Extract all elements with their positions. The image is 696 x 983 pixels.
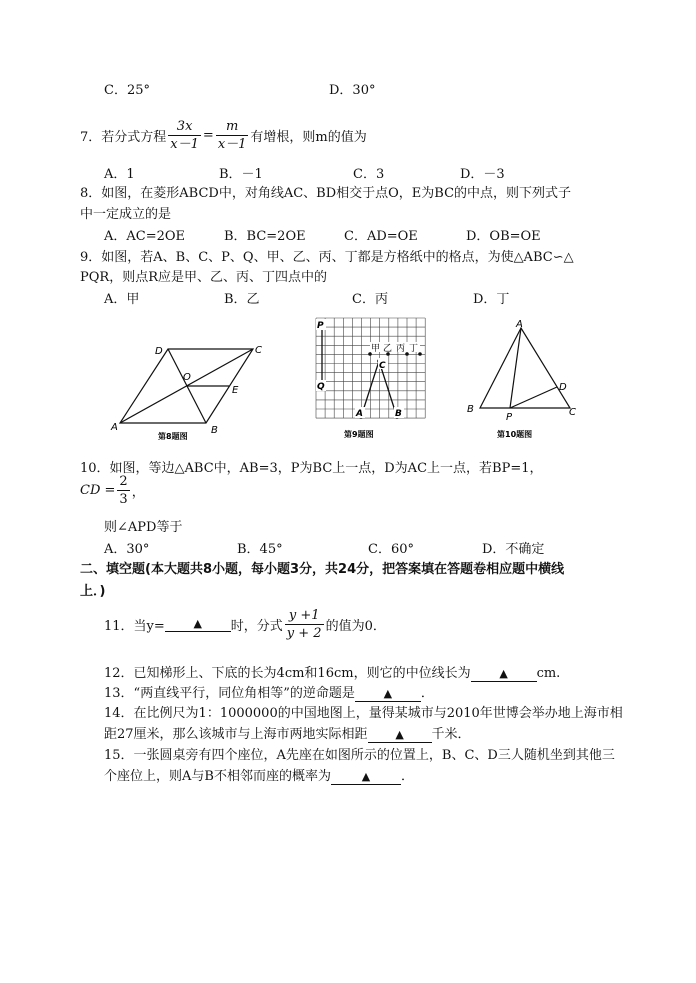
q15-suffix: ． bbox=[400, 769, 414, 784]
label-e: E bbox=[232, 385, 239, 396]
q11-numerator: y +1 bbox=[285, 607, 324, 625]
q7-equals: = bbox=[202, 128, 214, 143]
label-p: P bbox=[506, 412, 513, 423]
q15-line2-text: 个座位上，则A与B不相邻而座的概率为 bbox=[104, 769, 331, 784]
label-b: B bbox=[211, 425, 218, 436]
label-jia: 甲 bbox=[371, 344, 381, 354]
q7-prefix: 若分式方程 bbox=[101, 130, 167, 145]
q10-option-a: A．30° bbox=[104, 542, 150, 557]
q7-frac1-denominator: x－1 bbox=[170, 137, 199, 152]
q15-line2 bbox=[104, 765, 414, 785]
q8-option-a: A．AC=2OE bbox=[104, 229, 186, 244]
q8-option-c: C．AD=OE bbox=[344, 229, 418, 244]
q13-text: 13．“两直线平行，同位角相等”的逆命题是 bbox=[104, 686, 355, 701]
q14-line2 bbox=[104, 723, 471, 743]
q12-stem bbox=[104, 662, 560, 682]
q6-option-d: D．30° bbox=[329, 83, 376, 98]
q7-suffix: 有增根，则m的值为 bbox=[250, 130, 367, 145]
q10-cd-fraction bbox=[117, 473, 129, 508]
q11-prefix: 11．当y= bbox=[104, 619, 165, 634]
q11-answer-blank[interactable]: ▲ bbox=[165, 617, 231, 632]
q14-line2-text: 距27厘米，那么该城市与上海市两地实际相距 bbox=[104, 727, 368, 742]
label-a: A bbox=[356, 409, 363, 419]
q10-line3: 则∠APD等于 bbox=[104, 520, 183, 535]
q11-suffix: 的值为0． bbox=[325, 619, 386, 634]
q7-option-c: C．3 bbox=[353, 167, 385, 182]
q14-answer-blank[interactable]: ▲ bbox=[368, 728, 432, 743]
q13-answer-blank[interactable]: ▲ bbox=[355, 687, 421, 702]
q10-option-c: C．60° bbox=[368, 542, 414, 557]
q15-line1: 15．一张圆桌旁有四个座位，A先座在如图所示的位置上，B、C、D三人随机坐到其他三 bbox=[104, 748, 615, 763]
q11-middle: 时，分式 bbox=[230, 619, 283, 634]
label-b: B bbox=[395, 409, 402, 419]
q7-stem bbox=[80, 118, 367, 153]
grid-lines bbox=[316, 318, 425, 418]
figure-8-caption: 第8题图 bbox=[158, 432, 188, 441]
q9-option-d: D．丁 bbox=[473, 292, 510, 307]
label-o: O bbox=[183, 372, 191, 383]
label-d: D bbox=[155, 346, 163, 357]
q8-option-b: B．BC=2OE bbox=[224, 229, 306, 244]
q7-option-b: B．－1 bbox=[219, 167, 263, 182]
q7-frac2-denominator: x－1 bbox=[217, 137, 247, 152]
label-ding: 丁 bbox=[409, 344, 419, 354]
q11-denominator: y + 2 bbox=[286, 626, 322, 641]
q7-frac2-numerator: m bbox=[216, 118, 249, 136]
q6-option-c: C．25° bbox=[104, 83, 150, 98]
figure-9-grid bbox=[312, 314, 432, 442]
q7-number: 7． bbox=[80, 130, 102, 145]
q14-line1: 14．在比例尺为1：1000000的中国地图上，量得某城市与2010年世博会举办地上海市相 bbox=[104, 706, 623, 721]
q13-suffix: ． bbox=[420, 686, 434, 701]
q9-line1: 9．如图，若A、B、C、P、Q、甲、乙、丙、丁都是方格纸中的格点，为使△ABC∽△ bbox=[80, 250, 574, 265]
q14-suffix: 千米． bbox=[431, 727, 471, 742]
triangle-abc bbox=[480, 328, 570, 408]
q7-fraction-right bbox=[216, 118, 249, 153]
q10-cd-formula bbox=[80, 473, 145, 508]
q9-option-b: B．乙 bbox=[224, 292, 260, 307]
label-p: P bbox=[317, 321, 324, 331]
q12-text: 12．已知梯形上、下底的长为4cm和16cm，则它的中位线长为 bbox=[104, 666, 471, 681]
q8-line2: 中一定成立的是 bbox=[80, 207, 172, 222]
q7-option-d: D．－3 bbox=[460, 167, 505, 182]
label-yi: 乙 bbox=[383, 344, 393, 354]
q9-option-a: A．甲 bbox=[104, 292, 140, 307]
q15-answer-blank[interactable]: ▲ bbox=[331, 770, 401, 785]
q11-fraction bbox=[285, 607, 324, 642]
label-q: Q bbox=[317, 382, 325, 392]
label-c: C bbox=[255, 345, 262, 356]
label-a: A bbox=[111, 422, 118, 433]
q10-cd-lhs: CD = bbox=[80, 483, 116, 498]
section-2-heading-line1: 二、填空题(本大题共8小题，每小题3分，共24分，把答案填在答题卷相应题中横线 bbox=[80, 562, 565, 577]
section-2-heading-line2: 上．) bbox=[80, 584, 106, 599]
label-a: A bbox=[516, 319, 523, 330]
q7-option-a: A．1 bbox=[104, 167, 135, 182]
q9-line2: PQR，则点R应是甲、乙、丙、丁四点中的 bbox=[80, 270, 327, 285]
q11-stem bbox=[104, 607, 386, 642]
q12-suffix: cm. bbox=[536, 666, 561, 681]
q9-option-c: C．丙 bbox=[352, 292, 388, 307]
q10-cd-denominator: 3 bbox=[119, 492, 128, 507]
q10-cd-tail: ， bbox=[131, 485, 145, 500]
label-b: B bbox=[467, 404, 474, 415]
segment-pd bbox=[510, 387, 557, 408]
label-bing: 丙 bbox=[396, 344, 406, 354]
label-d: D bbox=[559, 382, 567, 393]
figure-8-rhombus bbox=[108, 336, 274, 446]
figure-9-caption: 第9题图 bbox=[344, 430, 374, 439]
q8-line1: 8．如图，在菱形ABCD中，对角线AC、BD相交于点O，E为BC的中点，则下列式子 bbox=[80, 186, 572, 201]
q8-option-d: D．OB=OE bbox=[466, 229, 541, 244]
figure-10-triangle bbox=[462, 318, 588, 442]
q7-frac1-numerator: 3x bbox=[168, 118, 201, 136]
figure-10-caption: 第10题图 bbox=[497, 430, 533, 439]
q7-fraction-left bbox=[168, 118, 201, 153]
q12-answer-blank[interactable]: ▲ bbox=[471, 667, 537, 682]
q10-cd-numerator: 2 bbox=[119, 474, 128, 489]
q10-option-b: B．45° bbox=[237, 542, 283, 557]
q10-option-d: D．不确定 bbox=[482, 542, 545, 557]
q10-line1: 10．如图，等边△ABC中，AB=3，P为BC上一点，D为AC上一点，若BP=1， bbox=[80, 461, 543, 476]
q13-stem bbox=[104, 682, 434, 702]
label-c: C bbox=[379, 361, 386, 371]
label-c: C bbox=[569, 407, 576, 418]
